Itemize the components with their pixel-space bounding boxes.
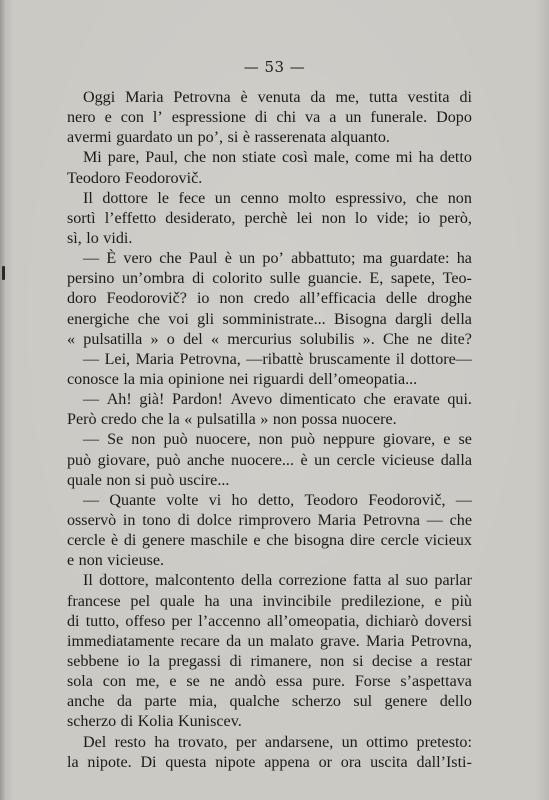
text-body [67,88,472,773]
margin-mark [2,266,5,280]
text-line: quale non si può uscire... [67,471,230,489]
text-line: nero e con l’ espressione di chi va a un funerale. Dopo [67,109,472,127]
text-line: doro Feodorovič? io non credo all’efficacia delle droghe [67,290,472,308]
text-line: scherzo di Kolia Kuniscev. [67,713,242,731]
text-line: sì, lo vidi. [67,229,133,247]
text-line: Del resto ha trovato, per andarsene, un ottimo pretesto: [83,733,472,751]
text-line: sebbene io la pregassi di rimanere, non si decise a restar [67,652,472,670]
text-line: cercle è di genere maschile e che bisogna dire cercle vicieux [67,532,472,550]
text-line: osservò in tono di dolce rimprovero Maria Petrovna — che [67,511,472,529]
text-line: la nipote. Di questa nipote appena or ora uscita dall’Isti- [67,753,472,771]
text-line: sola con me, e se ne andò essa pure. Forse s’aspettava [67,673,472,691]
text-line: sortì l’effetto desiderato, perchè lei non lo vide; io però, [67,209,472,227]
text-line: Mi pare, Paul, che non stiate così male, come mi ha detto [83,149,472,167]
page-number: — 53 — [243,58,306,76]
text-line: Il dottore le fece un cenno molto espressivo, che non [83,189,472,207]
text-line: Oggi Maria Petrovna è venuta da me, tutta vestita di [83,89,472,106]
text-line: — Se non può nuocere, non può neppure giovare, e se [83,431,472,449]
text-line: energiche che voi gli somministrate... Bisogna dargli della [67,310,472,328]
text-line: persino un’ombra di colorito sulle guancie. E, sapete, Teo- [67,270,472,288]
text-line: francese pel quale ha una invincibile predilezione, e più [67,592,472,610]
text-line: anche da parte mia, qualche scherzo sul genere dello [67,693,472,711]
text-line: Teodoro Feodorovič. [67,169,203,187]
text-line: conosce la mia opinione nei riguardi dell’omeopatia... [67,370,418,388]
text-line: Però credo che la « pulsatilla » non possa nuocere. [67,411,397,429]
text-line: di tutto, offeso per l’accenno all’omeopatia, dichiarò doversi [67,612,472,630]
text-line: « pulsatilla » o del « mercurius solubilis ». Che ne dite? [67,330,472,348]
text-line: — Ah! già! Pardon! Avevo dimenticato che eravate qui. [83,391,472,409]
text-line: immediatamente recare da un malato grave. Maria Petrovna, [67,632,472,650]
text-line: Il dottore, malcontento della correzione fatta al suo parlar [83,572,472,590]
text-line: — Quante volte vi ho detto, Teodoro Feodorovič, — [83,491,472,509]
text-line: può giovare, può anche nuocere... è un cercle vicieuse dalla [67,451,472,469]
text-line: — È vero che Paul è un po’ abbattuto; ma guardate: ha [83,250,472,268]
text-line: — Lei, Maria Petrovna, —ribattè bruscamente il dottore— [83,350,472,368]
page-edge-shadow [0,0,6,800]
text-line: e non vicieuse. [67,552,165,570]
text-line: avermi guardato un po’, si è rasserenata alquanto. [67,129,390,147]
